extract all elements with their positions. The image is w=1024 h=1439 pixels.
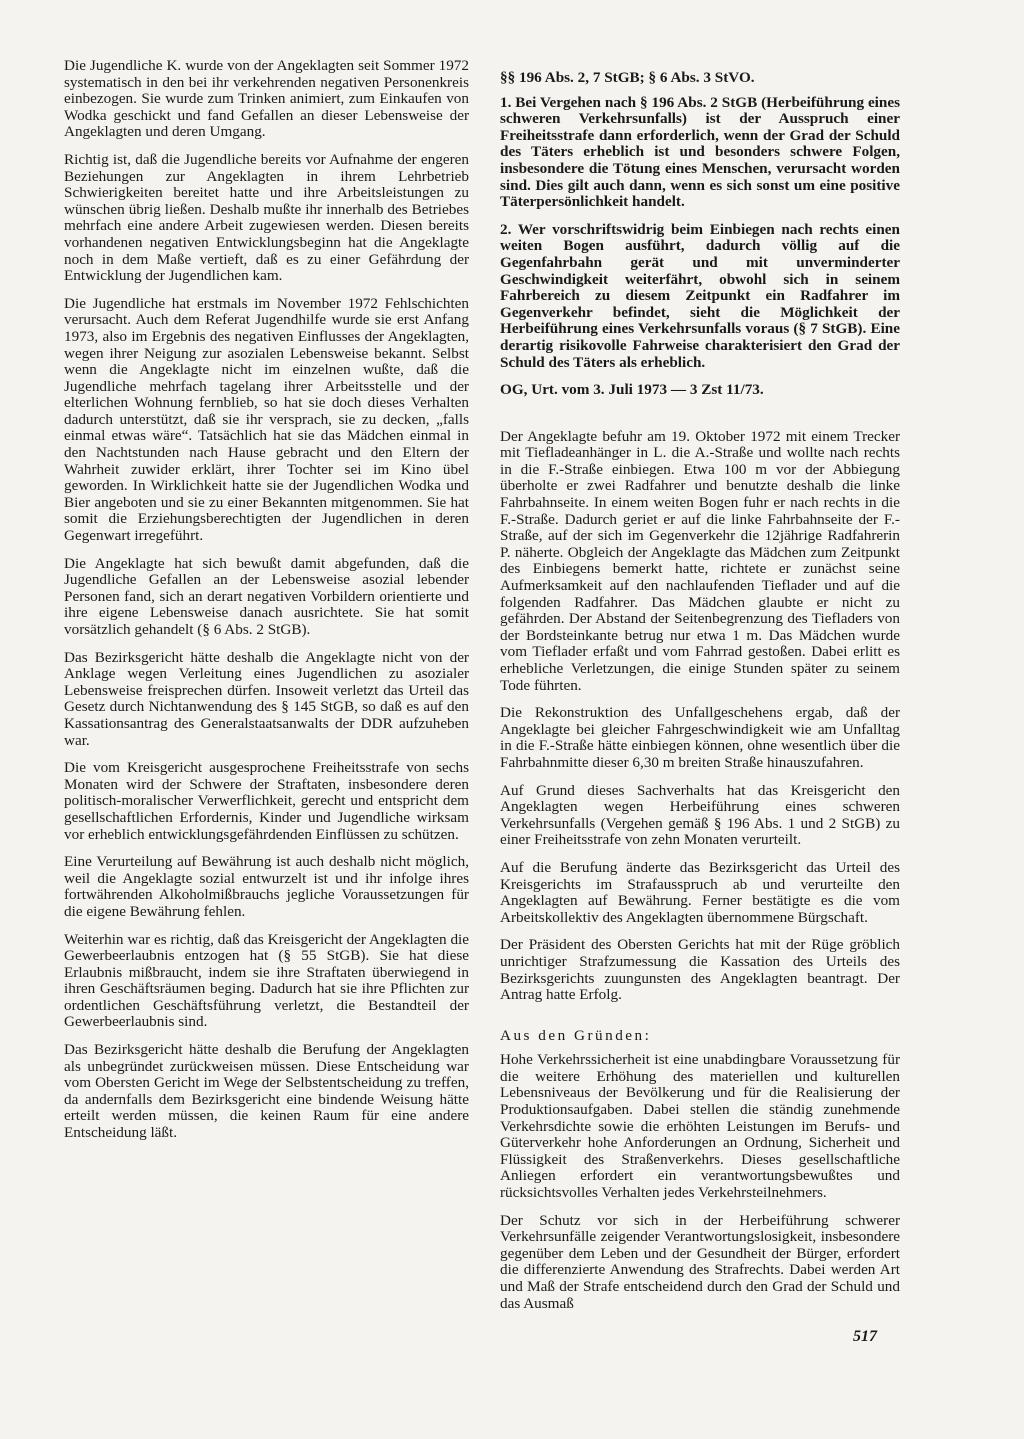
facts-paragraph-1: Der Angeklagte befuhr am 19. Oktober 1972 mit einem Trecker mit Tiefladeanhänger in L. die A.-Straße und wollte nach rechts in die F.-Straße einbiegen. Etwa 100 m vor der Abbiegung überholte er zwei Radfahrer und benutzte deshalb die linke Fahrbahnseite. In einem weiten Bogen fuhr er nach rechts in die F.-Straße. Dadurch geriet er auf die linke Fahrbahnseite der F.-Straße, auf der sich im Gegenverkehr die 12jährige Radfahrerin P. näherte. Obgleich der Angeklagte das Mädchen zum Zeitpunkt des Einbiegens bemerkt hatte, richtete er zunächst seine Aufmerksamkeit auf den nachlaufenden Tieflader und auf die folgenden Radfahrer. Das Mädchen glaubte er nicht zu gefährden. Der Abstand der Seitenbegrenzung des Tiefladers von der Bordsteinkante betrug nur etwa 1 m. Das Mädchen wurde vom Tieflader erfaßt und vom Fahrrad gestoßen. Dabei erlitt es erhebliche Verletzungen, die einige Stunden später zu seinem Tode führten. [500,427,900,694]
left-paragraph-5: Das Bezirksgericht hätte deshalb die Angeklagte nicht von der Anklage wegen Verleitung eines Jugendlichen zu asozialer Lebensweise freisprechen dürfen. Insoweit verletzt das Urteil das Gesetz durch Nichtanwendung des § 145 StGB, so daß es auf den Kassationsantrag des Generalstaatsanwalts der DDR aufzuheben war. [64,648,469,749]
left-paragraph-7: Eine Verurteilung auf Bewährung ist auch deshalb nicht möglich, weil die Angeklagte sozial entwurzelt ist und ihr infolge ihres fortwährenden Alkoholmißbrauchs jegliche Voraussetzungen für die eigene Bewährung fehlen. [64,853,469,920]
facts-paragraph-5: Der Präsident des Obersten Gerichts hat mit der Rüge gröblich unrichtiger Strafzumessung die Kassation des Urteils des Bezirksgerichts zuungunsten des Angeklagten beantragt. Der Antrag hatte Erfolg. [500,936,900,1004]
left-paragraph-2: Richtig ist, daß die Jugendliche bereits vor Aufnahme der engeren Beziehungen zur Angeklagten in ihrem Lehrbetrieb Schwierigkeiten bereitet hatte und ihre Arbeitsleistungen zu wünschen übrig ließen. Deshalb mußte ihr innerhalb des Betriebes mehrfach eine andere Arbeit zugewiesen werden. Diesen bereits vorhandenen negativen Entwicklungsbeginn hat die Angeklagte noch in dem Maße vertieft, daß es zu einer Gefährdung der Entwicklung der Jugendlichen kam. [64,150,469,285]
headnote-block [500,70,900,399]
left-paragraph-4: Die Angeklagte hat sich bewußt damit abgefunden, daß die Jugendliche Gefallen an der Lebensweise asozial lebender Personen fand, sich an derart negativen Vorbildern orientierte und ihre eigene Lebensweise danach ausrichtete. Sie hat somit vorsätzlich gehandelt (§ 6 Abs. 2 StGB). [64,554,469,638]
facts-paragraph-2: Die Rekonstruktion des Unfallgeschehens ergab, daß der Angeklagte bei gleicher Fahrgeschwindigkeit wie am Unfalltag in die F.-Straße hätte einbiegen können, ohne wesentlich über die Fahrbahnmitte dieser 6,30 m breiten Straße hinauszufahren. [500,704,900,771]
left-paragraph-9: Das Bezirksgericht hätte deshalb die Berufung der Angeklagten als unbegründet zurückweisen müssen. Diese Entscheidung war vom Obersten Gericht im Wege der Selbstentscheidung zu treffen, da andernfalls dem Bezirksgericht eine bindende Weisung hätte erteilt werden müssen, die keinen Raum für eine andere Entscheidung läßt. [64,1041,469,1142]
left-paragraph-6: Die vom Kreisgericht ausgesprochene Freiheitsstrafe von sechs Monaten wird der Schwere der Straftaten, insbesondere deren politisch-moralischer Verwerflichkeit, gerecht und entspricht dem gesellschaftlichen Erfordernis, Kinder und Jugendliche wirksam vor erheblich entwicklungsgefährdenden Einflüssen zu schützen. [64,759,469,843]
reasons-paragraph-2: Der Schutz vor sich in der Herbeiführung schwerer Verkehrsunfälle zeigender Verantwortungslosigkeit, insbesondere gegenüber dem Leben und der Gesundheit der Bürger, erfordert die differenzierte Anwendung des Strafrechts. Dabei werden Art und Maß der Strafe entscheidend durch den Grad der Schuld und das Ausmaß [500,1211,900,1312]
headnote-2: 2. Wer vorschriftswidrig beim Einbiegen nach rechts einen weiten Bogen ausführt, dadurch völlig auf die Gegenfahrbahn gerät und mit unverminderter Geschwindigkeit weiterfährt, obwohl sich in seinem Fahrbereich zu diesem Zeitpunkt ein Radfahrer im Gegenverkehr befindet, sieht die Möglichkeit der Herbeiführung eines Verkehrsunfalls voraus (§ 7 StGB). Eine derartig risikovolle Fahrweise charakterisiert den Grad der Schuld des Täters als erheblich. [500,220,900,371]
reasons-paragraph-1: Hohe Verkehrssicherheit ist eine unabdingbare Voraussetzung für die weitere Erhöhung des materiellen und kulturellen Lebensniveaus der Bevölkerung und für die Realisierung der Produktionsaufgaben. Dabei stellen die ständig zunehmende Verkehrsdichte sowie die erhöhten Leistungen im Berufs- und Güterverkehr hohe Anforderungen an Ordnung, Sicherheit und Flüssigkeit des Straßenverkehrs. Dieses gesellschaftliche Anliegen erfordert ein verantwortungsbewußtes und rücksichtsvolles Verhalten jedes Verkehrsteilnehmers. [500,1051,900,1202]
page-number: 517 [853,1328,877,1345]
left-paragraph-1: Die Jugendliche K. wurde von der Angeklagten seit Sommer 1972 systematisch in den bei ihr verkehrenden negativen Personenkreis einbezogen. Sie wurde zum Trinken animiert, zum Einkaufen von Wodka geschickt und fand Gefallen an dieser Lebensweise der Angeklagten und deren Umgang. [64,57,469,141]
left-paragraph-3: Die Jugendliche hat erstmals im November 1972 Fehlschichten verursacht. Auch dem Referat Jugendhilfe wurde sie erst Anfang 1973, also im Ergebnis des negativen Einflusses der Angeklagten, wegen ihrer Neigung zur asozialen Lebensweise bekannt. Selbst wenn die Angeklagte nicht im einzelnen wußte, daß die Jugendliche mehrfach tagelang ihrer Arbeitsstelle und der elterlichen Wohnung fernblieb, so hat sie doch dieses Verhalten dadurch unterstützt, daß sie ihr versprach, sie zu decken, „falls einmal etwas wäre“. Tatsächlich hat sie das Mädchen einmal in den Nachtstunden nach Hause gebracht und den Eltern der Wahrheit zuwider erklärt, ihrer Tochter sei im Kino übel geworden. In Wirklichkeit hatte sie der Jugendlichen Wodka und Bier angeboten und sie zu einer Bekannten mitgenommen. Sie hat somit die Erziehungsberechtigten der Jugendlichen in deren Gegenwart irregeführt. [64,294,469,545]
reasons-heading: Aus den Gründen: [500,1026,652,1044]
left-paragraph-8: Weiterhin war es richtig, daß das Kreisgericht der Angeklagten die Gewerbeerlaubnis entzogen hat (§ 55 StGB). Sie hat diese Erlaubnis mißbraucht, indem sie ihre Straftaten überwiegend in ihren Geschäftsräumen beging. Dadurch hat sie ihre Pflichten zur ordentlichen Geschäftsführung verletzt, die Bestandteil der Gewerbeerlaubnis sind. [64,930,469,1031]
left-column [64,58,469,1153]
facts-block [500,429,900,1004]
reasons-block [500,1052,900,1312]
right-column [500,70,900,1323]
headnote-1: 1. Bei Vergehen nach § 196 Abs. 2 StGB (Herbeiführung eines schweren Verkehrsunfalls) ist der Ausspruch einer Freiheitsstrafe dann erforderlich, wenn der Grad der Schuld des Täters erheblich ist und besonders schwere Folgen, insbesondere die Tötung eines Menschen, verursacht worden sind. Dies gilt auch dann, wenn es sich sonst um eine positive Täterpersönlichkeit handelt. [500,93,900,211]
facts-paragraph-3: Auf Grund dieses Sachverhalts hat das Kreisgericht den Angeklagten wegen Herbeiführung eines schweren Verkehrsunfalls (Vergehen gemäß § 196 Abs. 1 und 2 StGB) zu einer Freiheitsstrafe von zehn Monaten verurteilt. [500,781,900,849]
facts-paragraph-4: Auf die Berufung änderte das Bezirksgericht das Urteil des Kreisgerichts im Strafausspruch ab und verurteilte den Angeklagten auf Bewährung. Ferner bestätigte es die vom Arbeitskollektiv des Angeklagten übernommene Bürgschaft. [500,858,900,926]
court-citation: OG, Urt. vom 3. Juli 1973 — 3 Zst 11/73. [500,381,764,399]
statute-reference: §§ 196 Abs. 2, 7 StGB; § 6 Abs. 3 StVO. [500,69,755,86]
